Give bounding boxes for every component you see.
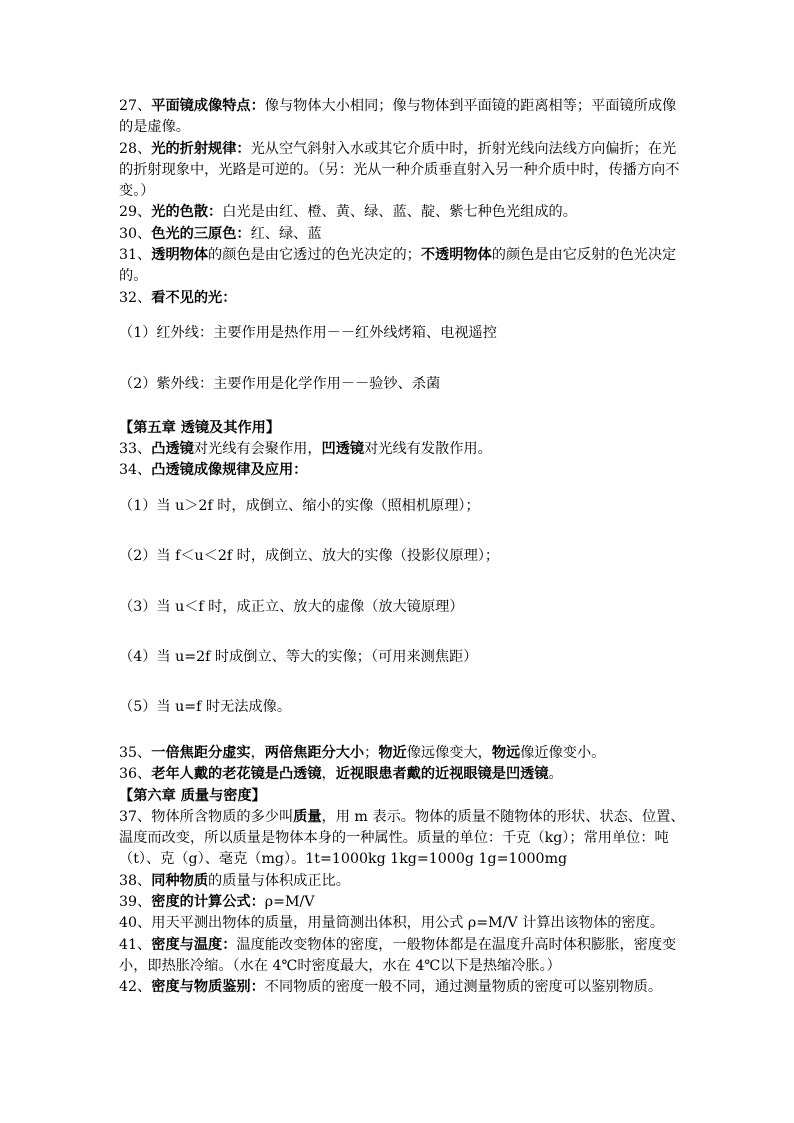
item-number: 28、 [119, 140, 152, 157]
sub-item: （3）当 u＜f 时，成正立、放大的虚像（放大镜原理） [119, 598, 464, 615]
item-number: 34、 [119, 462, 152, 479]
item-text: 用天平测出物体的质量，用量筒测出体积，用公式 ρ=M/V 计算出该物体的密度。 [151, 915, 665, 932]
item-text: 对光线有会聚作用， [193, 440, 322, 457]
item-number: 31、 [119, 247, 152, 264]
item-text: ， [321, 766, 336, 783]
item-text: 像近像变小。 [520, 744, 606, 761]
sub-item: （5）当 u=f 时无法成像。 [119, 699, 292, 716]
item-number: 39、 [119, 894, 152, 911]
item-number: 27、 [119, 98, 152, 114]
chapter-heading: 【第六章 质量与密度】 [119, 787, 266, 804]
spacer [119, 733, 689, 743]
item-28 [119, 139, 689, 203]
item-38 [119, 871, 689, 892]
item-31 [119, 245, 689, 288]
item-term: 密度与物质鉴别： [151, 979, 265, 996]
item-number: 37、 [119, 808, 152, 825]
item-number: 41、 [119, 936, 152, 953]
chapter-heading: 【第五章 透镜及其作用】 [119, 419, 281, 436]
notes-content [119, 96, 689, 999]
item-term: 凸透镜成像规律及应用： [151, 462, 308, 479]
sub-item: （2）紫外线：主要作用是化学作用－－验钞、杀菌 [119, 375, 441, 392]
item-text: 温度能改变物体的密度，一般物体都是在温度升高时体积膨胀，密度变小，即热胀冷缩。（水在 4℃时密度最大，水在 4℃以下是热缩冷胀。） [119, 936, 677, 974]
item-term: 透明物体 [151, 247, 209, 264]
item-40 [119, 913, 689, 934]
item-text: 白光是由红、橙、黄、绿、蓝、靛、紫七种色光组成的。 [222, 204, 577, 221]
item-term: 近视眼患者戴的近视眼镜是凹透镜 [335, 766, 549, 783]
item-term: 两倍焦距分大小 [264, 744, 365, 761]
item-term: 密度的计算公式： [151, 894, 265, 911]
item-text: 的颜色是由它透过的色光决定的； [208, 247, 421, 264]
item-term: 老年人戴的老花镜是凸透镜 [151, 766, 322, 783]
item-text: 光从空气斜射入水或其它介质中时，折射光线向法线方向偏折；在光的折射现象中，光路是可逆的。（另：光从一种介质垂直射入另一种介质中时，传播方向不变。） [119, 140, 680, 200]
item-term: 光的折射规律： [151, 140, 251, 157]
item-term: 质量 [293, 808, 322, 825]
item-37 [119, 807, 689, 871]
item-number: 35、 [119, 744, 152, 761]
item-number: 38、 [119, 872, 152, 889]
item-41 [119, 935, 689, 978]
item-text: 的质量与体积成正比。 [208, 872, 350, 889]
item-42 [119, 977, 689, 998]
item-term: 一倍焦距分虚实 [151, 744, 251, 761]
item-35 [119, 743, 689, 764]
sub-item: （1）红外线：主要作用是热作用－－红外线烤箱、电视遥控 [119, 325, 497, 342]
item-text: ， [250, 744, 265, 761]
item-29 [119, 202, 689, 223]
sub-item: （4）当 u=2f 时成倒立、等大的实像；（可用来测焦距） [119, 648, 478, 665]
item-term: 看不见的光： [151, 289, 237, 306]
item-36 [119, 764, 689, 785]
spacer [119, 410, 689, 418]
item-text: 。 [548, 766, 563, 783]
item-term: 物近 [378, 744, 407, 761]
item-text: ρ=M/V [264, 894, 315, 911]
item-27 [119, 96, 689, 139]
sub-item: （1）当 u＞2f 时，成倒立、缩小的实像（照相机原理）； [119, 497, 480, 514]
item-term: 不透明物体 [420, 247, 492, 264]
item-term: 密度与温度： [151, 936, 237, 953]
item-number: 32、 [119, 289, 152, 306]
item-term: 凹透镜 [321, 440, 365, 457]
item-term: 平面镜成像特点： [151, 98, 265, 114]
item-number: 33、 [119, 440, 152, 457]
item-number: 29、 [119, 204, 152, 221]
item-text: ； [364, 744, 379, 761]
item-33 [119, 439, 689, 460]
item-30 [119, 224, 689, 245]
item-term: 凸透镜 [151, 440, 194, 457]
item-text: 物体所含物质的多少叫 [151, 808, 294, 825]
item-text: 像远像变大， [406, 744, 492, 761]
item-number: 40、 [119, 915, 152, 932]
item-text: ，用 m 表示。物体的质量不随物体的形状、状态、位置、温度而改变，所以质量是物体本身的一种属性。质量的单位：千克（kg）；常用单位：吨（t）、克（g）、毫克（mg）。1t=1000kg 1kg=1000g 1g=1000mg [119, 808, 685, 868]
item-text: 不同物质的密度一般不同，通过测量物质的密度可以鉴别物质。 [264, 979, 663, 996]
item-term: 光的色散： [151, 204, 223, 221]
item-number: 36、 [119, 766, 152, 783]
item-term: 色光的三原色： [151, 225, 251, 242]
sub-item: （2）当 f＜u＜2f 时，成倒立、放大的实像（投影仪原理）； [119, 548, 500, 565]
item-text: 的颜色是由它反射的色光决定的。 [119, 247, 677, 285]
item-34 [119, 460, 689, 481]
item-number: 30、 [119, 225, 152, 242]
item-text: 对光线有发散作用。 [364, 440, 492, 457]
item-term: 同种物质 [151, 872, 209, 889]
item-32 [119, 288, 689, 309]
item-number: 42、 [119, 979, 152, 996]
item-text: 红、绿、蓝 [250, 225, 322, 242]
item-text: 像与物体大小相同；像与物体到平面镜的距离相等；平面镜所成像的是虚像。 [119, 98, 677, 136]
item-39 [119, 892, 689, 913]
item-term: 物远 [491, 744, 521, 761]
